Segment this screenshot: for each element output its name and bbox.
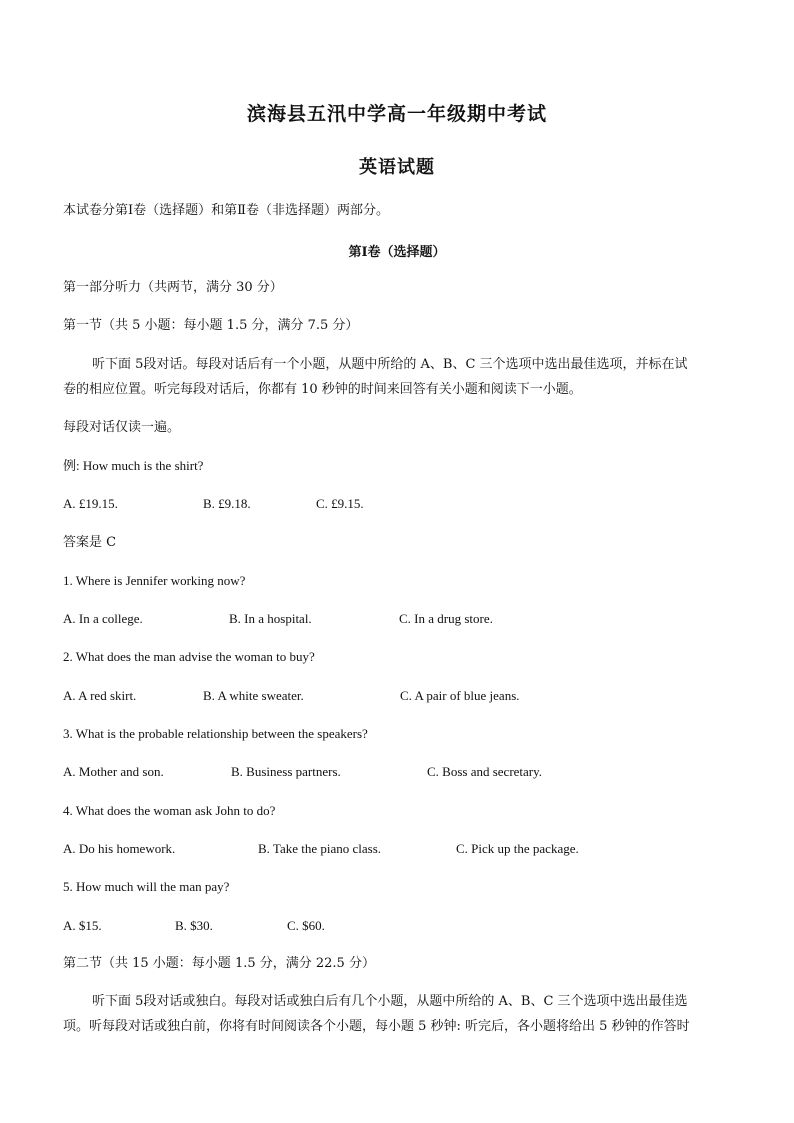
section-heading-2: 第二节（共 15 小题：每小题 1.5 分，满分 22.5 分） (63, 956, 375, 971)
volume-heading: 第Ⅰ卷（选择题） (348, 245, 446, 260)
example-answer: 答案是 C (63, 535, 117, 550)
question-2-option-a: A. A red skirt. (63, 688, 137, 703)
instruction-2-line-1: 听下面 5段对话或独白。每段对话或独白后有几个小题，从题中所给的 A、B、C 三个选项中选出最佳选 (92, 994, 688, 1009)
question-5-option-b: B. $30. (175, 918, 213, 933)
question-5: 5. How much will the man pay? (63, 879, 230, 894)
exam-subtitle: 英语试题 (359, 157, 435, 178)
exam-title: 滨海县五汛中学高一年级期中考试 (246, 103, 547, 125)
question-4-options (63, 841, 743, 857)
question-1-option-a: A. In a college. (63, 611, 143, 626)
question-3-options (63, 764, 743, 780)
example-option-b: B. £9.18. (203, 496, 251, 511)
instruction-2-line-2: 项。听每段对话或独白前，你将有时间阅读各个小题，每小题 5 秒钟: 听完后，各小题将给出 5 秒钟的作答时 (63, 1019, 690, 1034)
question-2-options (63, 688, 743, 704)
question-5-options (63, 918, 743, 934)
example-option-a: A. £19.15. (63, 496, 118, 511)
exam-intro: 本试卷分第Ⅰ卷（选择题）和第Ⅱ卷（非选择题）两部分。 (63, 203, 389, 218)
question-1-option-c: C. In a drug store. (399, 611, 493, 626)
question-3-option-a: A. Mother and son. (63, 764, 164, 779)
question-4-option-b: B. Take the piano class. (258, 841, 382, 856)
question-3-option-c: C. Boss and secretary. (427, 764, 543, 779)
example-question: 例: How much is the shirt? (63, 458, 204, 473)
example-option-c: C. £9.15. (316, 496, 364, 511)
instruction-1-line-1: 听下面 5段对话。每段对话后有一个小题，从题中所给的 A、B、C 三个选项中选出最佳选项，并标在试 (92, 357, 688, 372)
section-heading-1: 第一节（共 5 小题：每小题 1.5 分，满分 7.5 分） (63, 318, 359, 333)
question-4-option-c: C. Pick up the package. (456, 841, 579, 856)
question-4-option-a: A. Do his homework. (63, 841, 176, 856)
question-2: 2. What does the man advise the woman to buy? (63, 649, 315, 664)
part-heading: 第一部分听力（共两节，满分 30 分） (63, 280, 283, 295)
question-1-options (63, 611, 743, 627)
question-1-option-b: B. In a hospital. (229, 611, 312, 626)
instruction-1-line-3: 每段对话仅读一遍。 (63, 420, 181, 435)
instruction-1-line-2: 卷的相应位置。听完每段对话后，你都有 10 秒钟的时间来回答有关小题和阅读下一小题。 (63, 382, 582, 397)
question-4: 4. What does the woman ask John to do? (63, 803, 276, 818)
question-1: 1. Where is Jennifer working now? (63, 573, 246, 588)
question-5-option-a: A. $15. (63, 918, 102, 933)
example-options (63, 496, 743, 512)
question-2-option-b: B. A white sweater. (203, 688, 304, 703)
question-2-option-c: C. A pair of blue jeans. (400, 688, 520, 703)
question-5-option-c: C. $60. (287, 918, 325, 933)
question-3-option-b: B. Business partners. (231, 764, 341, 779)
question-3: 3. What is the probable relationship between the speakers? (63, 726, 368, 741)
